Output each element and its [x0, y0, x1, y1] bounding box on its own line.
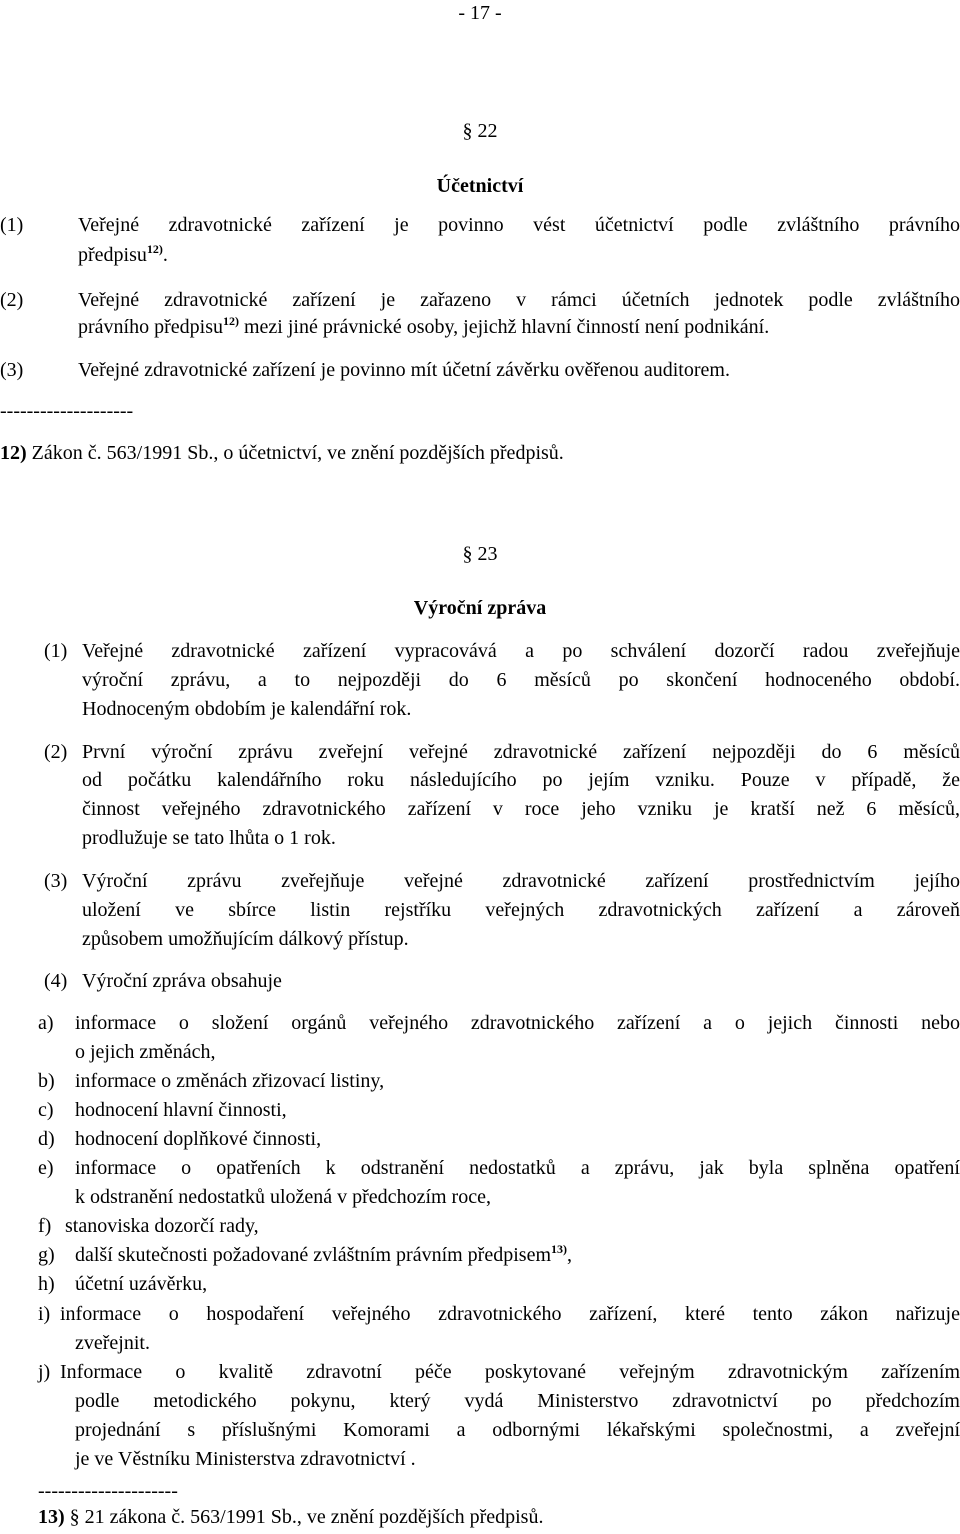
list-item-line: o jejich změnách, — [75, 1041, 216, 1063]
paragraph-line: od počátku kalendářního roku následujícího po jejím vzniku. Pouze v případě, že — [82, 769, 960, 791]
footnote-ref: 13) — [551, 1242, 567, 1256]
list-item-label: f) — [38, 1215, 52, 1237]
text: § 21 zákona č. 563/1991 Sb., ve znění pozdějších předpisů. — [64, 1506, 544, 1528]
list-item-line: projednání s příslušnými Komorami a odbornými lékařskými společnostmi, a zveřejní — [75, 1419, 960, 1441]
list-item-line: podle metodického pokynu, který vydá Ministerstvo zdravotnictví po předchozím — [75, 1390, 960, 1412]
list-item-label: j) — [38, 1361, 51, 1383]
para-number: (3) — [0, 359, 24, 381]
list-item-line: účetní uzávěrku, — [75, 1273, 208, 1295]
text: předpisu — [78, 244, 147, 266]
para-number: (2) — [44, 741, 68, 763]
list-item-line: hodnocení doplňkové činnosti, — [75, 1128, 322, 1150]
paragraph-line: Veřejné zdravotnické zařízení vypracovává a po schválení dozorčí radou zveřejňuje — [82, 640, 960, 662]
list-item-line: informace o opatřeních k odstranění nedostatků a zprávu, jak byla splněna opatření — [75, 1157, 960, 1179]
paragraph-line — [78, 242, 168, 270]
paragraph-line: Výroční zprávu zveřejňuje veřejné zdravotnické zařízení prostřednictvím jejího — [82, 870, 960, 892]
list-item-label: h) — [38, 1273, 55, 1295]
para-number: (1) — [0, 214, 24, 236]
paragraph-line: Veřejné zdravotnické zařízení je povinno vést účetnictví podle zvláštního právního — [78, 214, 960, 236]
section-23-title: Výroční zpráva — [413, 597, 547, 619]
list-item-line: stanoviska dozorčí rady, — [65, 1215, 259, 1237]
list-item-line: je ve Věstníku Ministerstva zdravotnictví . — [75, 1448, 416, 1470]
list-item-line: informace o složení orgánů veřejného zdravotnického zařízení a o jejich činnosti nebo — [75, 1012, 960, 1034]
paragraph-line: výroční zprávu, a to nejpozději do 6 měsíců po skončení hodnoceného období. — [82, 669, 960, 691]
list-item-line: Informace o kvalitě zdravotní péče poskytované veřejným zdravotnickým zařízením — [60, 1361, 960, 1383]
text: , — [567, 1244, 572, 1266]
list-item-line: k odstranění nedostatků uložená v předchozím roce, — [75, 1186, 491, 1208]
footnote-separator: --------------------- — [38, 1480, 178, 1502]
list-item-label: d) — [38, 1128, 55, 1150]
paragraph-line: způsobem umožňujícím dálkový přístup. — [82, 928, 409, 950]
list-item-label: b) — [38, 1070, 55, 1092]
text: Zákon č. 563/1991 Sb. — [26, 442, 214, 464]
text: mezi jiné právnické osoby, jejichž hlavní činností není podnikání. — [238, 316, 770, 338]
list-item-label: g) — [38, 1244, 55, 1266]
footnote-ref: 12) — [146, 242, 163, 256]
list-item-label: c) — [38, 1099, 54, 1121]
para-number: (1) — [44, 640, 68, 662]
paragraph-line: Výroční zpráva obsahuje — [82, 970, 282, 992]
section-23-heading: § 23 — [462, 543, 498, 565]
list-item-line: zveřejnit. — [75, 1332, 150, 1354]
footnote-12 — [0, 440, 564, 466]
list-item-line — [75, 1242, 572, 1270]
section-22-title: Účetnictví — [436, 175, 524, 197]
paragraph-line: uložení ve sbírce listin rejstříku veřejných zdravotnických zařízení a zároveň — [82, 899, 960, 921]
text: , o účetnictví, ve znění pozdějších předpisů. — [213, 442, 564, 464]
footnote-ref: 12) — [222, 314, 239, 328]
text: další skutečnosti požadované zvláštním právním předpisem — [75, 1244, 551, 1266]
list-item-line: informace o změnách zřizovací listiny, — [75, 1070, 385, 1092]
para-number: (4) — [44, 970, 68, 992]
para-number: (2) — [0, 289, 24, 311]
list-item-label: e) — [38, 1157, 54, 1179]
paragraph-line: Hodnoceným obdobím je kalendářní rok. — [82, 698, 412, 720]
paragraph-line: Veřejné zdravotnické zařízení je povinno mít účetní závěrku ověřenou auditorem. — [78, 359, 730, 381]
footnote-13 — [38, 1504, 543, 1530]
footnote-separator: -------------------- — [0, 400, 134, 422]
paragraph-line: prodlužuje se tato lhůta o 1 rok. — [82, 827, 336, 849]
list-item-line: informace o hospodaření veřejného zdravotnického zařízení, které tento zákon nařizuje — [60, 1303, 960, 1325]
paragraph-line — [78, 314, 769, 342]
text: právního předpisu — [78, 316, 223, 338]
para-number: (3) — [44, 870, 68, 892]
list-item-label: a) — [38, 1012, 54, 1034]
paragraph-line: První výroční zprávu zveřejní veřejné zdravotnické zařízení nejpozději do 6 měsíců — [82, 741, 960, 763]
footnote-number: 12) — [0, 442, 27, 464]
section-22-heading: § 22 — [462, 120, 498, 142]
footnote-number: 13) — [38, 1506, 65, 1528]
text: . — [162, 244, 168, 266]
page-number: - 17 - — [458, 2, 502, 24]
list-item-line: hodnocení hlavní činnosti, — [75, 1099, 287, 1121]
paragraph-line: Veřejné zdravotnické zařízení je zařazeno v rámci účetních jednotek podle zvláštního — [78, 289, 960, 311]
paragraph-line: činnost veřejného zdravotnického zařízení v roce jeho vzniku je kratší než 6 měsíců, — [82, 798, 960, 820]
list-item-label: i) — [38, 1303, 51, 1325]
